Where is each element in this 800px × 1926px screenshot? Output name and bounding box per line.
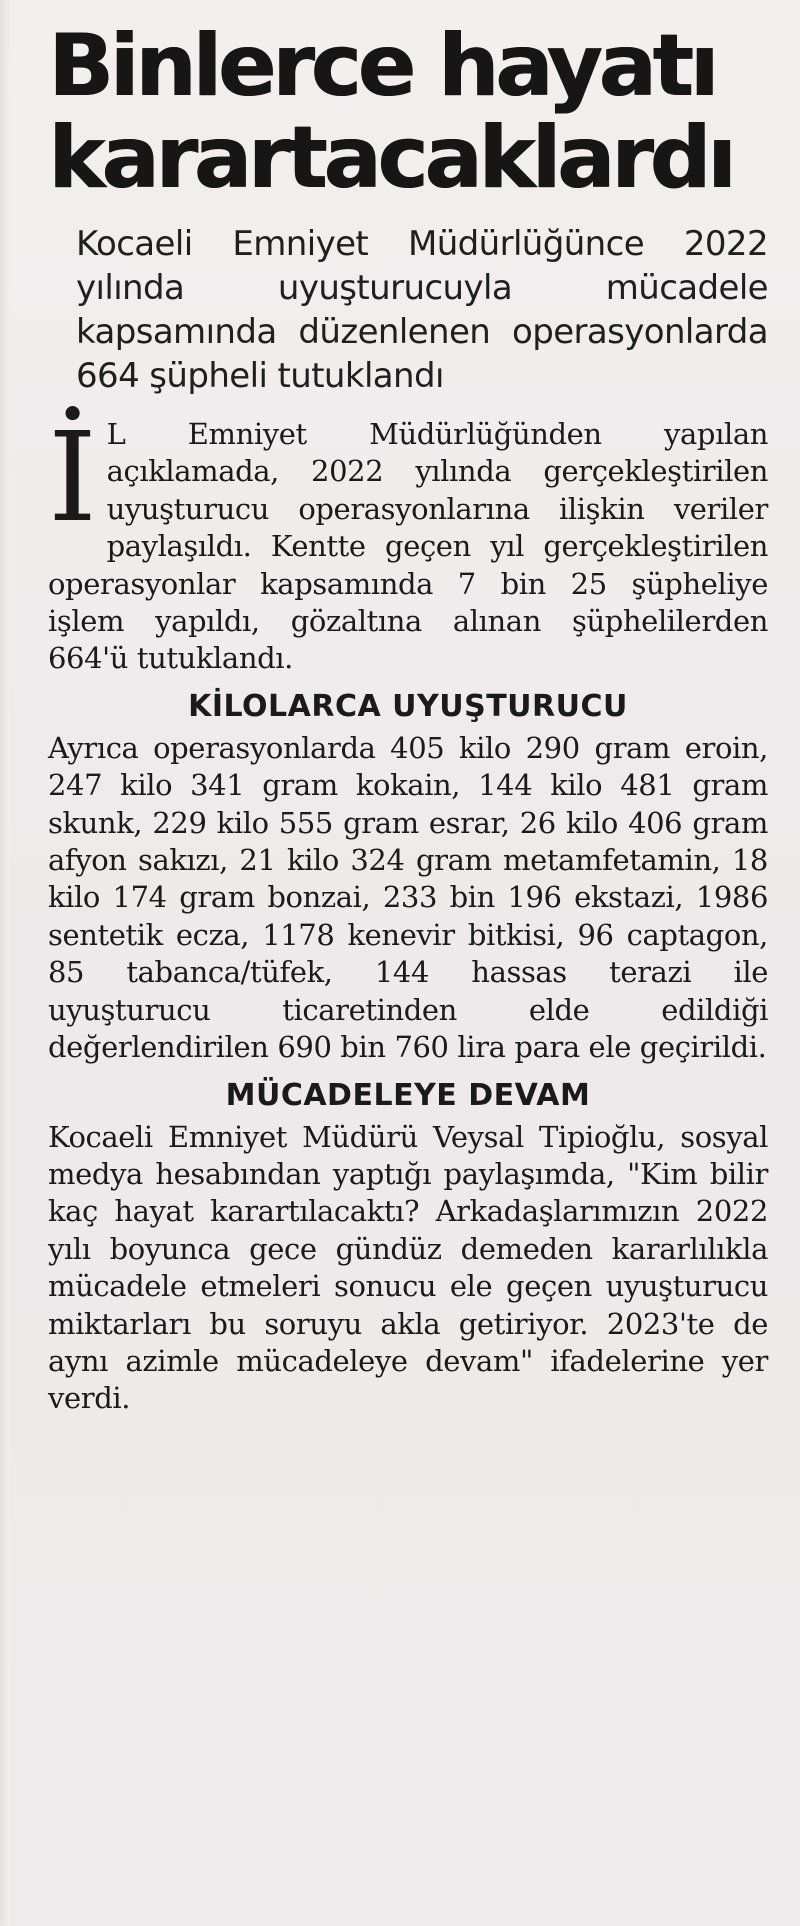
article <box>48 16 768 1418</box>
clipping-edge <box>0 0 10 1926</box>
deck: Kocaeli Emniyet Müdürlüğünce 2022 yılında uyuşturucuyla mücadele kapsamında düzenlenen operasyonlarda 664 şüpheli tutuklandı <box>76 224 768 396</box>
paragraph-quote: Kocaeli Emniyet Müdürü Veysal Tipioğlu, sosyal medya hesabından yaptığı paylaşımda, "Kim bilir kaç hayat karartılacaktı? Arkadaşlarımızın 2022 yılı boyunca gece gündüz demeden kararlılıkla mücadele etmeleri sonucu ele geçen uyuşturucu miktarları bu soruyu akla getiriyor. 2023'te de aynı azimle mücadeleye devam" ifadelerine yer verdi. <box>48 1119 768 1416</box>
lead-paragraph <box>48 406 768 678</box>
paragraph-seizures: Ayrıca operasyonlarda 405 kilo 290 gram eroin, 247 kilo 341 gram kokain, 144 kilo 481 gram skunk, 229 kilo 555 gram esrar, 26 kilo 406 gram afyon sakızı, 21 kilo 324 gram metamfetamin, 18 kilo 174 gram bonzai, 233 bin 196 ekstazi, 1986 sentetik ecza, 1178 kenevir bitkisi, 96 captagon, 85 tabanca/tüfek, 144 hassas terazi ile uyuşturucu ticaretinden elde edildiği değerlendirilen 690 bin 760 lira para ele geçirildi. <box>48 730 768 1065</box>
lead-text: L Emniyet Müdürlüğünden yapılan açıklamada, 2022 yılında gerçekleştirilen uyuşturucu operasyonlarına ilişkin veriler paylaşıldı. Kentte geçen yıl gerçekleştirilen operasyonlar kapsamında 7 bin 25 şüpheliye işlem yapıldı, gözaltına alınan şüphelilerden 664'ü tutuklandı. <box>48 417 768 676</box>
subhead-kilolarca: KİLOLARCA UYUŞTURUCU <box>188 688 628 724</box>
drop-cap: İ <box>48 406 97 550</box>
subhead-mucadele: MÜCADELEYE DEVAM <box>225 1077 591 1113</box>
headline: Binlerce hayatı karartacaklardı <box>48 16 733 208</box>
